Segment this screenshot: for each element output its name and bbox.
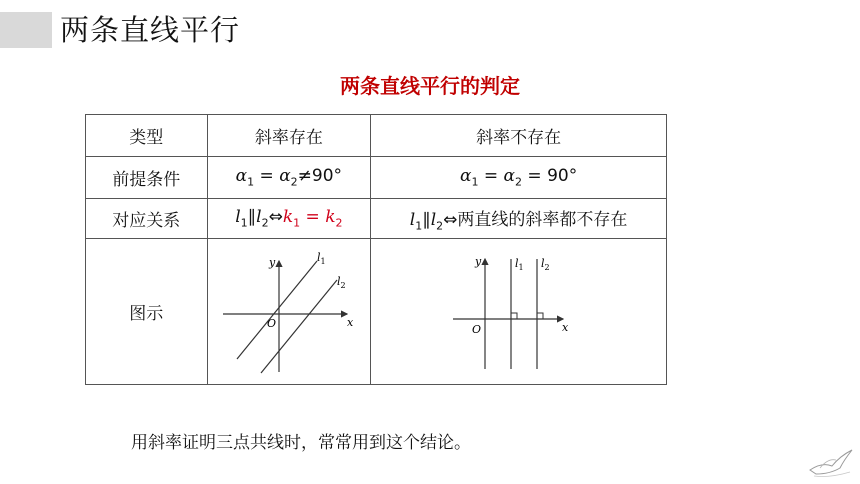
relation-text: 两直线的斜率都不存在: [457, 209, 628, 230]
x-label: x: [561, 320, 568, 334]
parallel-symbol: ∥: [247, 207, 257, 228]
parallel-criteria-table: [85, 114, 667, 385]
l1-label: [317, 251, 326, 266]
right-angle-mark-2: [537, 313, 543, 319]
origin-label: O: [266, 316, 276, 330]
l1-label: [515, 257, 524, 272]
subscript: 1: [240, 216, 248, 230]
l-subscript: 2: [544, 262, 550, 272]
condition-rest: = 90°: [522, 166, 578, 187]
conclusion-note: 用斜率证明三点共线时，常常用到这个结论。: [131, 433, 471, 453]
l-subscript: 1: [518, 262, 524, 272]
subscript: 1: [471, 175, 479, 189]
equals: =: [478, 166, 504, 187]
condition-label: 前提条件: [86, 157, 208, 199]
figure-row: [86, 239, 667, 385]
l-letter: l: [540, 256, 545, 270]
iff-symbol: ⇔: [268, 207, 283, 228]
condition-row: [86, 157, 667, 199]
slide-title: 两条直线平行: [60, 13, 241, 47]
condition-rest: ≠90°: [297, 166, 343, 187]
origin-label: O: [471, 322, 481, 336]
alpha-symbol: α: [279, 166, 291, 187]
slope-symbol: k: [325, 207, 336, 228]
table-heading: 两条直线平行的判定: [340, 74, 520, 98]
subscript: 2: [335, 216, 343, 230]
subscript: 2: [436, 219, 444, 233]
relation-slope-exists: [207, 199, 371, 239]
crane-decoration-icon: [806, 440, 856, 480]
subscript: 1: [247, 175, 255, 189]
iff-symbol: ⇔: [443, 209, 458, 230]
subscript: 1: [415, 219, 423, 233]
line-symbol: l: [256, 207, 262, 228]
header-slope-not-exists: 斜率不存在: [371, 115, 667, 157]
alpha-symbol: α: [459, 166, 472, 187]
line-symbol: l: [430, 209, 437, 230]
figure-label: 图示: [86, 239, 208, 385]
alpha-symbol: α: [235, 166, 248, 187]
title-bar: [0, 0, 860, 54]
alpha-symbol: α: [503, 166, 516, 187]
header-slope-exists: 斜率存在: [207, 115, 371, 157]
line-symbol: l: [409, 209, 416, 230]
equals: =: [300, 207, 326, 228]
y-label: y: [474, 254, 481, 268]
subscript: 2: [290, 175, 298, 189]
slope-symbol: k: [282, 207, 294, 228]
slope-equality: [282, 207, 343, 230]
equals: =: [254, 166, 280, 187]
parallel-symbol: ∥: [422, 209, 431, 230]
vertical-parallel-lines-figure: [449, 247, 589, 377]
l-letter: l: [316, 250, 321, 264]
line-l1: [237, 261, 317, 359]
condition-slope-exists: [207, 157, 371, 199]
subscript: 1: [293, 216, 301, 230]
line-symbol: l: [235, 207, 241, 228]
subscript: 2: [515, 175, 523, 189]
header-type: 类型: [86, 115, 208, 157]
subscript: 2: [261, 216, 269, 230]
right-angle-mark-1: [511, 313, 517, 319]
l2-label: [337, 275, 346, 290]
title-accent-bar: [0, 12, 52, 48]
relation-label: 对应关系: [86, 199, 208, 239]
oblique-parallel-lines-figure: [219, 247, 359, 377]
l-subscript: 2: [340, 280, 346, 290]
l-letter: l: [514, 256, 519, 270]
figure-slope-exists: [207, 239, 371, 385]
condition-slope-not-exists: [371, 157, 667, 199]
relation-slope-not-exists: [371, 199, 667, 239]
l-subscript: 1: [320, 256, 326, 266]
table-header-row: [86, 115, 667, 157]
l-letter: l: [336, 274, 341, 288]
x-label: x: [346, 315, 354, 329]
l2-label: [541, 257, 550, 272]
relation-row: [86, 199, 667, 239]
figure-slope-not-exists: [371, 239, 667, 385]
y-label: y: [268, 255, 276, 269]
